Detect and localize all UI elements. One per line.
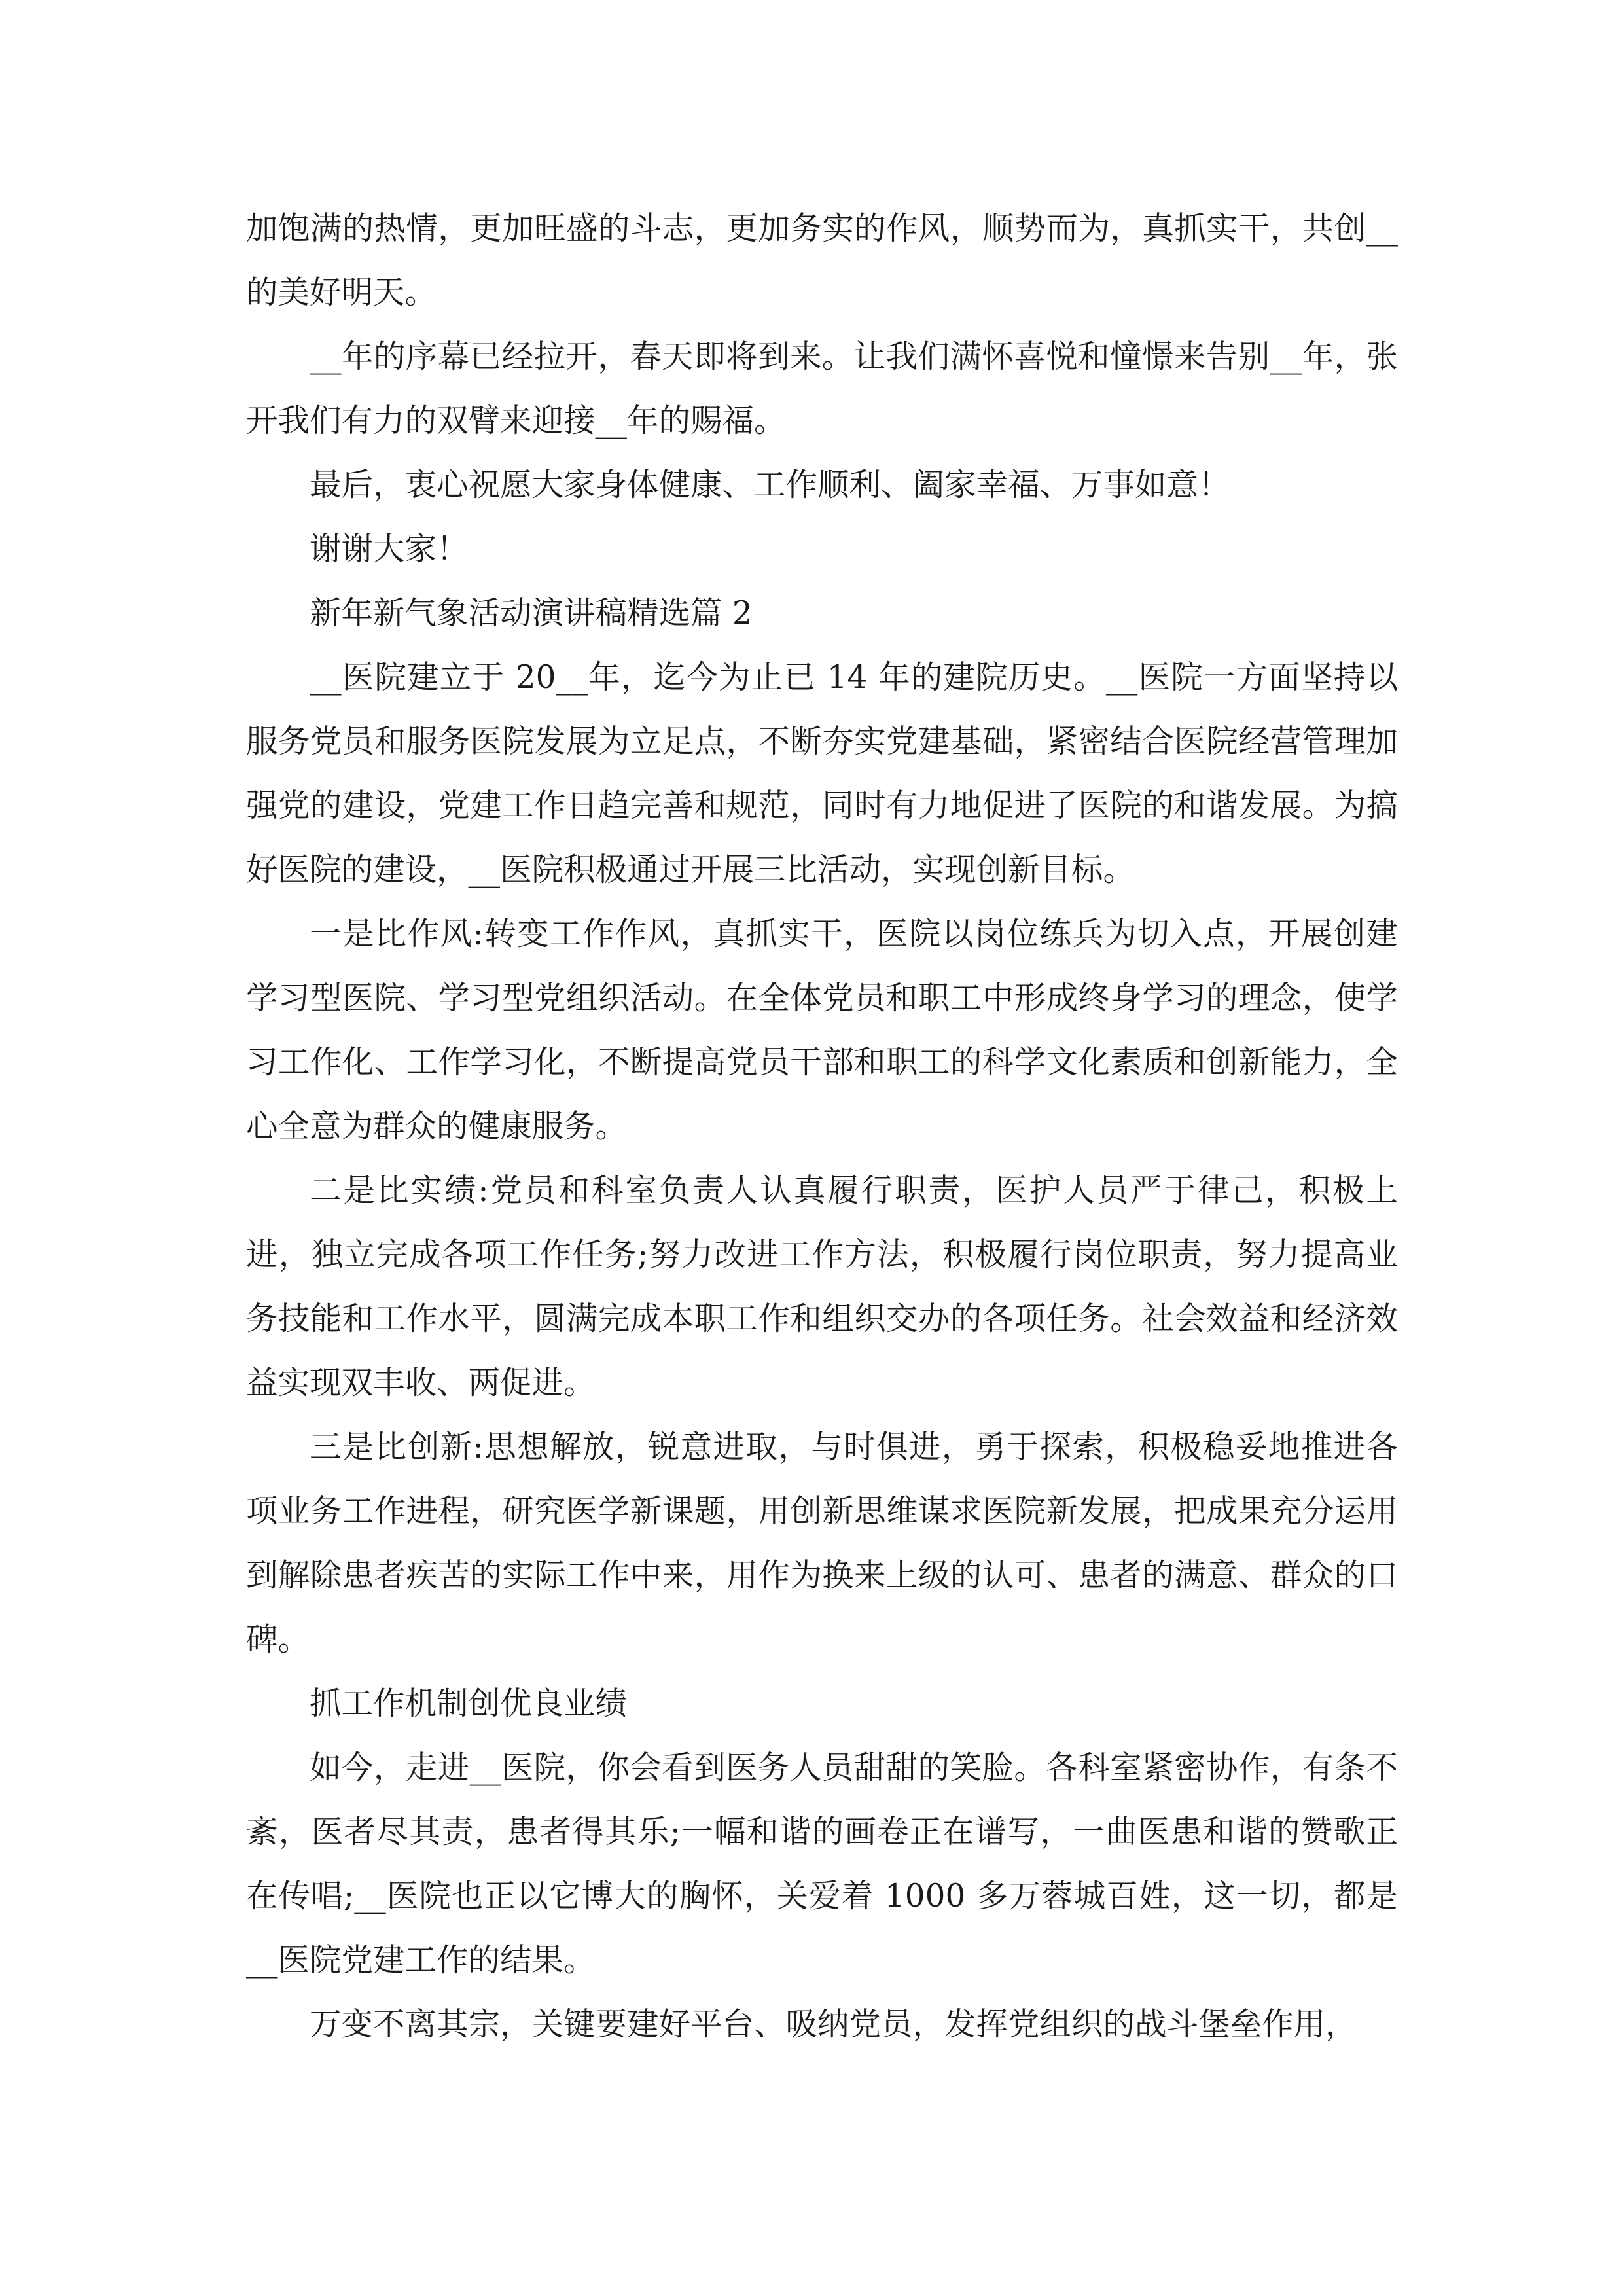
paragraph-compare-style: 一是比作风:转变工作作风，真抓实干，医院以岗位练兵为切入点，开展创建学习型医院、学习型党组织活动。在全体党员和职工中形成终身学习的理念，使学习工作化、工作学习化，不断提高党员干部和职工的科学文化素质和创新能力，全心全意为群众的健康服务。 <box>246 916 1398 1145</box>
paragraph-compare-innovation: 三是比创新:思想解放，锐意进取，与时俱进，勇于探索，积极稳妥地推进各项业务工作进程，研究医学新课题，用创新思维谋求医院新发展，把成果充分运用到解除患者疾苦的实际工作中来，用作为换来上级的认可、患者的满意、群众的口碑。 <box>246 1429 1398 1658</box>
paragraph-hospital-today: 如今，走进__医院，你会看到医务人员甜甜的笑脸。各科室紧密协作，有条不紊，医者尽其责，患者得其乐;一幅和谐的画卷正在谱写，一曲医患和谐的赞歌正在传唱;__医院也正以它博大的胸怀，关爱着 1000 多万蓉城百姓，这一切，都是__医院党建工作的结果。 <box>246 1749 1398 1979</box>
paragraph-closing-wishes: 最后，衷心祝愿大家身体健康、工作顺利、阖家幸福、万事如意！ <box>310 467 1230 503</box>
section-heading-part-2: 新年新气象活动演讲稿精选篇 2 <box>310 595 753 632</box>
section-heading-work-mechanism: 抓工作机制创优良业绩 <box>310 1685 628 1722</box>
paragraph-compare-performance: 二是比实绩:党员和科室负责人认真履行职责，医护人员严于律己，积极上进，独立完成各项工作任务;努力改进工作方法，积极履行岗位职责，努力提高业务技能和工作水平，圆满完成本职工作和组织交办的各项任务。社会效益和经济效益实现双丰收、两促进。 <box>246 1172 1398 1401</box>
paragraph-hospital-history: __医院建立于 20__年，迄今为止已 14 年的建院历史。__医院一方面坚持以服务党员和服务医院发展为立足点，不断夯实党建基础，紧密结合医院经营管理加强党的建设，党建工作日趋完善和规范，同时有力地促进了医院的和谐发展。为搞好医院的建设，__医院积极通过开展三比活动，实现创新目标。 <box>246 659 1398 888</box>
paragraph-thanks: 谢谢大家！ <box>310 531 469 567</box>
document-body <box>246 196 1398 2056</box>
paragraph-continuation: 加饱满的热情，更加旺盛的斗志，更加务实的作风，顺势而为，真抓实干，共创__的美好明天。 <box>246 210 1398 311</box>
paragraph-platform: 万变不离其宗，关键要建好平台、吸纳党员，发挥党组织的战斗堡垒作用， <box>310 2006 1357 2043</box>
paragraph-new-year-prelude: __年的序幕已经拉开，春天即将到来。让我们满怀喜悦和憧憬来告别__年，张开我们有力的双臂来迎接__年的赐福。 <box>246 338 1398 439</box>
